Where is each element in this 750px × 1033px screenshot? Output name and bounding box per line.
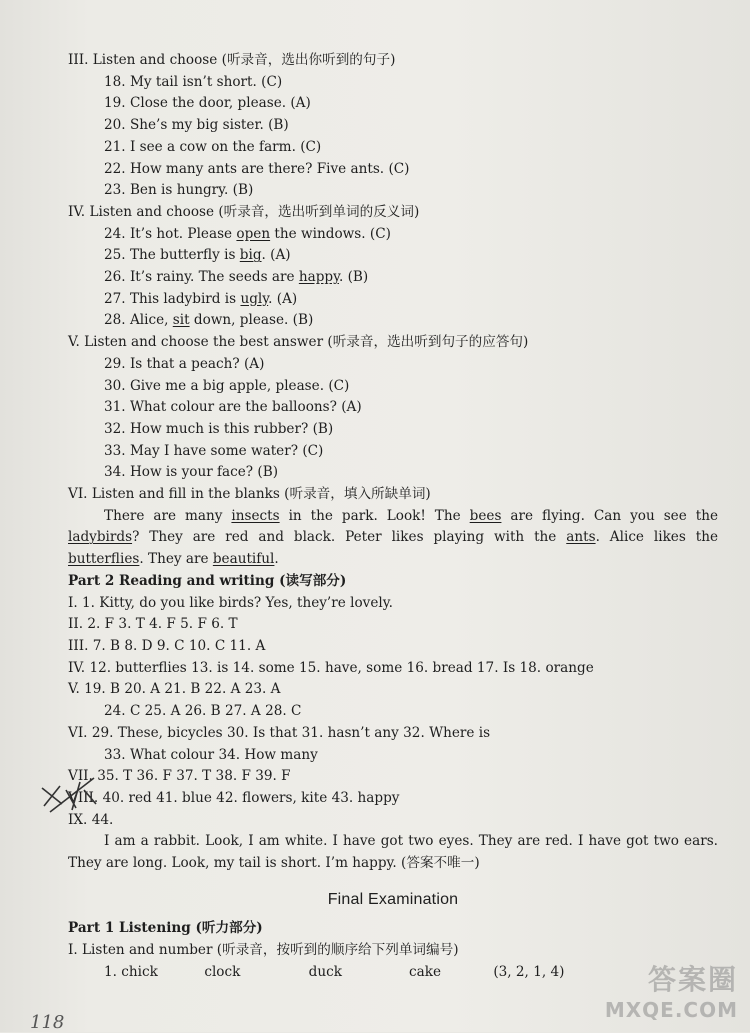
fill-blank-paragraph xyxy=(68,506,718,571)
item-text: 24. It’s hot. Please xyxy=(104,225,237,242)
answer-item xyxy=(68,224,718,246)
answer-row: II. 2. F 3. T 4. F 5. F 6. T xyxy=(68,616,238,633)
underlined-word: ugly xyxy=(240,290,269,307)
part-2-heading: Part 2 Reading and writing (读写部分) xyxy=(68,572,347,589)
section-6-title: VI. Listen and fill in the blanks (听录音，填入所缺单词) xyxy=(68,486,431,503)
answer-item: 32. How much is this rubber? (B) xyxy=(104,420,334,437)
answer-item: 19. Close the door, please. (A) xyxy=(104,95,311,112)
final-part-1-heading: Part 1 Listening (听力部分) xyxy=(68,920,263,937)
para-text: are flying. Can you see the xyxy=(501,507,719,524)
answer-item: 31. What colour are the balloons? (A) xyxy=(104,399,362,416)
section-3-title: III. Listen and choose (听录音，选出你听到的句子) xyxy=(68,52,396,68)
answer-row: IV. 12. butterflies 13. is 14. some 15. have, some 16. bread 17. Is 18. orange xyxy=(68,659,594,676)
answer-row: IX. 44. xyxy=(68,811,114,828)
item-text: . (A) xyxy=(261,247,291,264)
item-text: 28. Alice, xyxy=(104,312,173,329)
page-number: 118 xyxy=(30,1012,65,1033)
para-text: ? They are red and black. Peter likes playing with the xyxy=(132,529,567,546)
final-section-1-title: I. Listen and number (听录音，按听到的顺序给下列单词编号) xyxy=(68,942,459,959)
answer-item: 18. My tail isn’t short. (C) xyxy=(104,73,283,90)
watermark-en: MXQE.COM xyxy=(604,998,738,1022)
item-text: the windows. (C) xyxy=(270,225,391,242)
underlined-word: open xyxy=(236,225,271,242)
watermark-cn: 答案圈 xyxy=(647,963,738,996)
para-text: . Alice likes the xyxy=(595,529,718,546)
answer-row: III. 7. B 8. D 9. C 10. C 11. A xyxy=(68,637,266,654)
word-duck: duck xyxy=(308,963,342,980)
item-text: 25. The butterfly is xyxy=(104,247,240,264)
blank-answer: insects xyxy=(231,507,280,524)
answer-row: 24. C 25. A 26. B 27. A 28. C xyxy=(104,703,302,720)
underlined-word: happy xyxy=(298,269,339,286)
underlined-word: big xyxy=(239,247,262,264)
word-cake: cake xyxy=(408,963,441,980)
answer-item xyxy=(68,310,718,332)
answer-item: 30. Give me a big apple, please. (C) xyxy=(104,377,350,394)
answer-item: 34. How is your face? (B) xyxy=(104,464,279,481)
answer-item xyxy=(68,289,718,311)
underlined-word: sit xyxy=(172,312,190,329)
writing-answer-paragraph: I am a rabbit. Look, I am white. I have got two eyes. They are red. I have got two ears. They are long. Look, my tail is short. I’m happy. (答案不唯一) xyxy=(68,833,718,872)
answer-content xyxy=(68,50,718,984)
item-text: down, please. (B) xyxy=(189,312,314,329)
final-exam-title: Final Examination xyxy=(327,890,459,908)
answer-item: 29. Is that a peach? (A) xyxy=(104,355,265,372)
item-text: 27. This ladybird is xyxy=(104,290,241,307)
para-text: . They are xyxy=(139,551,213,568)
blank-answer: beautiful xyxy=(212,551,275,568)
answer-item: 22. How many ants are there? Five ants. (C) xyxy=(104,160,410,177)
answer-row: I. 1. Kitty, do you like birds? Yes, they’re lovely. xyxy=(68,594,393,611)
word-chick: 1. chick xyxy=(104,963,158,980)
answer-row: V. 19. B 20. A 21. B 22. A 23. A xyxy=(68,681,281,698)
para-text: There are many xyxy=(104,507,232,524)
section-4-title: IV. Listen and choose (听录音，选出听到单词的反义词) xyxy=(68,203,420,220)
handwritten-scribble xyxy=(36,760,106,830)
blank-answer: butterflies xyxy=(68,551,140,568)
answer-item: 23. Ben is hungry. (B) xyxy=(104,182,254,199)
answer-row: VII. 35. T 36. F 37. T 38. F 39. F xyxy=(68,768,291,785)
answer-row: 33. What colour 34. How many xyxy=(104,746,318,763)
para-text: in the park. Look! The xyxy=(279,507,470,524)
blank-answer: bees xyxy=(469,507,502,524)
answer-row: VI. 29. These, bicycles 30. Is that 31. hasn’t any 32. Where is xyxy=(68,724,491,741)
blank-answer: ladybirds xyxy=(68,529,133,546)
blank-answer: ants xyxy=(566,529,596,546)
answer-item: 20. She’s my big sister. (B) xyxy=(104,117,289,134)
watermark-logo xyxy=(605,958,738,1022)
item-text: 26. It’s rainy. The seeds are xyxy=(104,269,299,286)
answer-item: 33. May I have some water? (C) xyxy=(104,442,324,459)
item-text: . (B) xyxy=(338,269,369,286)
word-clock: clock xyxy=(204,963,241,980)
para-text: . xyxy=(274,551,279,568)
answer-item xyxy=(68,245,718,267)
answer-item xyxy=(68,267,718,289)
answer-row: VIII. 40. red 41. blue 42. flowers, kite 43. happy xyxy=(68,789,400,806)
section-5-title: V. Listen and choose the best answer (听录音，选出听到句子的应答句) xyxy=(68,334,529,351)
answer-item: 21. I see a cow on the farm. (C) xyxy=(104,138,322,155)
order-answer: (3, 2, 1, 4) xyxy=(493,963,565,980)
item-text: . (A) xyxy=(268,290,298,307)
